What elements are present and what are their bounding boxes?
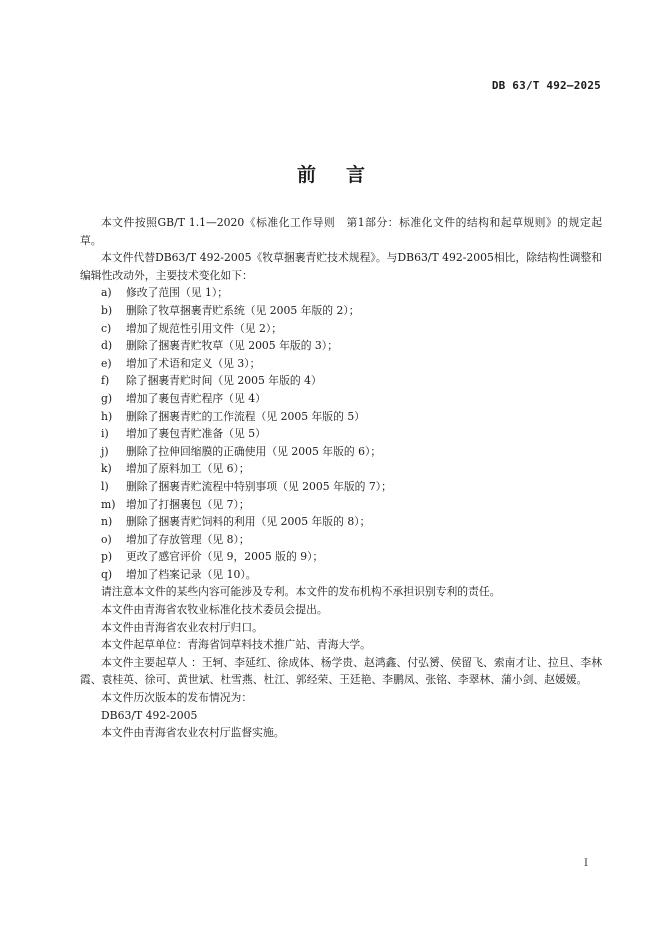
- list-item: [80, 478, 602, 496]
- list-text: 删除了捆裹青贮流程中特别事项（见 2005 年版的 7）；: [126, 479, 392, 493]
- list-item: [80, 566, 602, 584]
- list-marker: c): [101, 321, 112, 335]
- list-marker: f): [101, 374, 110, 388]
- list-marker: g): [101, 391, 113, 405]
- list-item: [80, 390, 602, 408]
- list-item: [80, 425, 602, 443]
- list-item: [80, 408, 602, 426]
- list-text: 除了捆裹青贮时间（见 2005 年版的 4）: [126, 374, 322, 388]
- list-text: 增加了裹包青贮程序（见 4）: [126, 391, 266, 405]
- list-text: 删除了牧草捆裹青贮系统（见 2005 年版的 2）；: [126, 303, 360, 317]
- list-item: [80, 443, 602, 461]
- document-code: DB 63/T 492—2025: [491, 79, 601, 92]
- changes-list: [80, 284, 602, 583]
- list-text: 增加了规范性引用文件（见 2）；: [126, 321, 283, 335]
- list-item: [80, 284, 602, 302]
- list-marker: a): [101, 286, 112, 300]
- list-text: 修改了范围（见 1）；: [126, 286, 229, 300]
- list-item: [80, 460, 602, 478]
- list-text: 增加了档案记录（见 10）。: [126, 567, 257, 581]
- list-item: [80, 355, 602, 373]
- list-item: [80, 320, 602, 338]
- list-item: [80, 513, 602, 531]
- list-marker: e): [101, 356, 112, 370]
- page-number: I: [584, 858, 588, 869]
- list-item: [80, 531, 602, 549]
- list-marker: j): [101, 444, 109, 458]
- list-marker: h): [101, 409, 113, 423]
- list-text: 删除了捆裹青贮饲料的利用（见 2005 年版的 8）；: [126, 515, 371, 529]
- page-title: [0, 160, 662, 187]
- list-text: 删除了捆裹青贮牧草（见 2005 年版的 3）；: [126, 339, 338, 353]
- list-text: 增加了存放管理（见 8）；: [126, 532, 250, 546]
- patent-notice: 请注意本文件的某些内容可能涉及专利。本文件的发布机构不承担识别专利的责任。: [101, 585, 501, 599]
- list-marker: p): [101, 550, 113, 564]
- list-marker: m): [101, 497, 116, 511]
- list-text: 更改了感官评价（见 9，2005 版的 9）；: [126, 550, 324, 564]
- centralized-by: 本文件由青海省农业农村厅归口。: [101, 620, 263, 634]
- list-marker: q): [101, 567, 113, 581]
- list-marker: l): [101, 479, 109, 493]
- list-item: [80, 496, 602, 514]
- list-marker: b): [101, 303, 113, 317]
- list-item: [80, 302, 602, 320]
- list-text: 增加了术语和定义（见 3）；: [126, 356, 261, 370]
- proposed-by: 本文件由青海省农牧业标准化技术委员会提出。: [101, 603, 328, 617]
- list-item: [80, 372, 602, 390]
- list-marker: n): [101, 515, 113, 529]
- foreword-body: [80, 214, 602, 742]
- version-history-item: DB63/T 492-2005: [101, 708, 198, 722]
- list-marker: o): [101, 532, 112, 546]
- title-char-1: 前: [296, 164, 316, 186]
- list-marker: k): [101, 462, 112, 476]
- list-text: 增加了打捆裹包（见 7）；: [126, 497, 250, 511]
- version-history-intro: 本文件历次版本的发布情况为：: [101, 691, 253, 705]
- list-item: [80, 548, 602, 566]
- list-text: 删除了拉伸回缩膜的正确使用（见 2005 年版的 6）；: [126, 444, 382, 458]
- list-text: 增加了原料加工（见 6）；: [126, 462, 250, 476]
- paragraph-drafting-rules: 本文件按照GB/T 1.1—2020《标准化工作导则 第1部分：标准化文件的结构和起草规则》的规定起草。: [80, 216, 602, 247]
- list-text: 增加了裹包青贮准备（见 5）: [126, 427, 266, 441]
- paragraph-replacement: 本文件代替DB63/T 492-2005《牧草捆裹青贮技术规程》。与DB63/T 492-2005相比，除结构性调整和编辑性改动外，主要技术变化如下：: [80, 251, 602, 282]
- title-char-2: 言: [346, 164, 366, 186]
- list-marker: d): [101, 339, 113, 353]
- list-text: 删除了捆裹青贮的工作流程（见 2005 年版的 5）: [126, 409, 365, 423]
- main-drafters: 本文件主要起草人 ：王轲、李延红、徐成体、杨学贵、赵鸿鑫、付弘赟、侯留飞、索南才让、拉旦、李林霞、袁桂英、徐可、黄世斌、杜雪燕、杜江、郭经荣、王廷艳、李鹏凤、张铭、李翠林、蒲小剑、赵媛媛。: [80, 655, 602, 687]
- supervision-statement: 本文件由青海省农业农村厅监督实施。: [101, 726, 285, 740]
- list-item: [80, 337, 602, 355]
- drafting-units: 本文件起草单位：青海省饲草料技术推广站、青海大学。: [101, 638, 371, 652]
- list-marker: i): [101, 427, 109, 441]
